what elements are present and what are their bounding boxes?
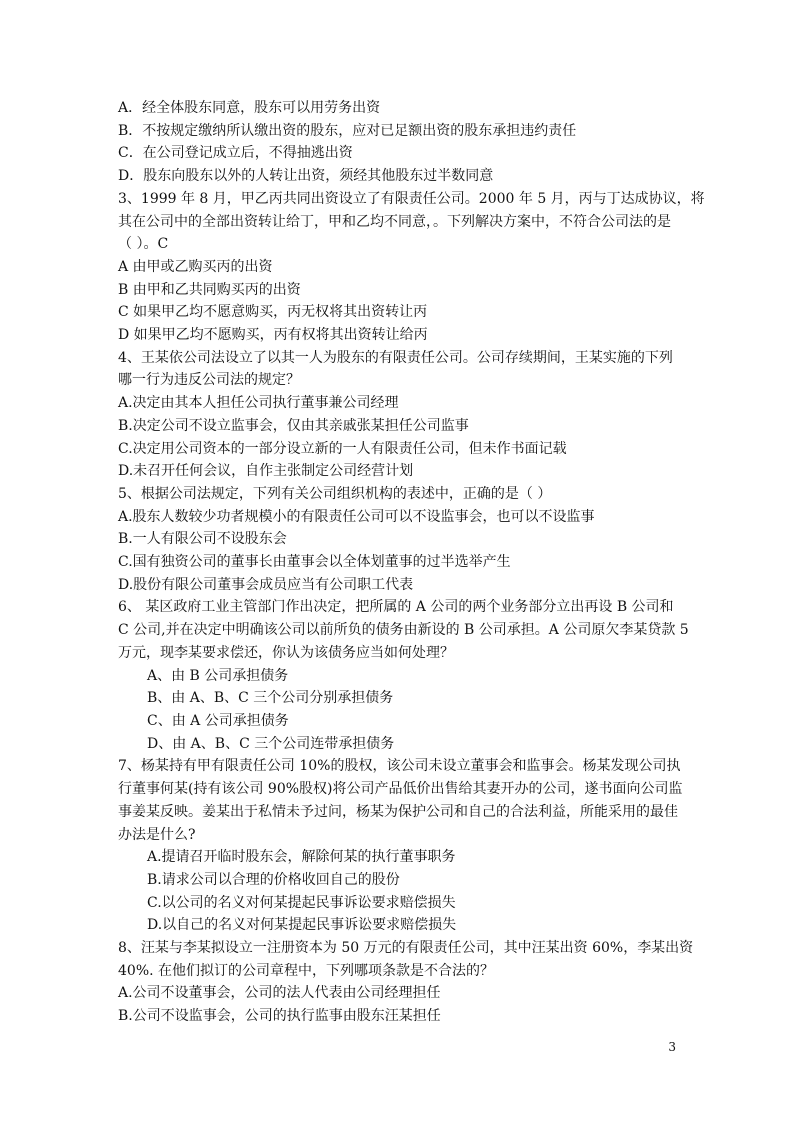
option-line: A.股东人数较少功者规模小的有限责任公司可以不设监事会，也可以不设监事	[118, 508, 595, 525]
question-4: 4、王某依公司法设立了以其一人为股东的有限责任公司。公司存续期间，王某实施的下列	[118, 349, 673, 366]
option-line: B．不按规定缴纳所认缴出资的股东，应对已足额出资的股东承担违约责任	[118, 122, 577, 139]
question-line: 事姜某反映。姜某出于私情未予过问，杨某为保护公司和自己的合法利益，所能采用的最佳	[118, 803, 678, 820]
question-line: 万元，现李某要求偿还，你认为该债务应当如何处理？	[118, 644, 454, 661]
option-line: C.国有独资公司的董事长由董事会以全体划董事的过半选举产生	[118, 554, 511, 571]
option-line: A．经全体股东同意，股东可以用劳务出资	[118, 100, 381, 116]
question-line: 其在公司中的全部出资转让给丁，甲和乙均不同意，。下列解决方案中，不符合公司法的是	[118, 213, 671, 230]
question-line: （ ）。C	[118, 236, 169, 253]
option-line: C 如果甲乙均不愿意购买，丙无权将其出资转让丙	[118, 304, 428, 321]
question-7: 7、杨某持有甲有限责任公司 10%的股权，该公司未设立董事会和监事会。杨某发现公司执	[118, 758, 681, 775]
option-line: D.股份有限公司董事会成员应当有公司职工代表	[118, 576, 414, 593]
option-line: B.公司不设监事会，公司的执行监事由股东汪某担任	[118, 1008, 441, 1025]
option-line: A、由 B 公司承担债务	[147, 667, 289, 684]
question-3: 3、1999 年 8 月，甲乙丙共同出资设立了有限责任公司。2000 年 5 月，丙与丁达成协议，将	[118, 190, 705, 207]
option-line: C．在公司登记成立后，不得抽逃出资	[118, 145, 353, 162]
option-line: D、由 A、B、C 三个公司连带承担债务	[147, 735, 395, 752]
page-number: 3	[668, 1040, 676, 1054]
option-line: C.决定用公司资本的一部分设立新的一人有限责任公司，但未作书面记载	[118, 440, 567, 457]
option-line: A.提请召开临时股东会，解除何某的执行董事职务	[147, 849, 456, 866]
question-line: C 公司,并在决定中明确该公司以前所负的债务由新设的 B 公司承担。A 公司原欠李某贷款 5	[118, 622, 689, 639]
option-line: B.决定公司不设立监事会，仅由其亲戚张某担任公司监事	[118, 417, 469, 434]
question-6: 6、 某区政府工业主管部门作出决定，把所属的 A 公司的两个业务部分立出再设 B 公司和	[118, 599, 674, 616]
option-line: B、由 A、B、C 三个公司分别承担债务	[147, 690, 394, 707]
question-line: 哪一行为违反公司法的规定？	[118, 372, 300, 389]
option-line: B 由甲和乙共同购买丙的出资	[118, 281, 301, 298]
option-line: B.请求公司以合理的价格收回自己的股份	[147, 871, 400, 888]
option-line: B.一人有限公司不设股东会	[118, 531, 287, 548]
question-line: 40%. 在他们拟订的公司章程中，下列哪项条款是不合法的？	[118, 962, 495, 979]
document-body	[118, 97, 705, 1028]
question-8: 8、汪某与李某拟设立一注册资本为 50 万元的有限责任公司，其中汪某出资 60%，李某出资	[118, 940, 694, 957]
option-line: D.未召开任何会议，自作主张制定公司经营计划	[118, 463, 414, 480]
question-line: 办法是什么?	[118, 826, 196, 843]
option-line: A 由甲或乙购买丙的出资	[118, 258, 273, 275]
question-line: 行董事何某(持有该公司 90%股权)将公司产品低价出售给其妻开办的公司，遂书面向公司监	[118, 781, 683, 798]
option-line: A.决定由其本人担任公司执行董事兼公司经理	[118, 395, 399, 412]
question-5: 5、根据公司法规定，下列有关公司组织机构的表述中，正确的是（ ）	[118, 485, 552, 502]
option-line: D．股东向股东以外的人转让出资，须经其他股东过半数同意	[118, 168, 494, 185]
option-line: D 如果甲乙均不愿购买，丙有权将其出资转让给丙	[118, 327, 428, 344]
option-line: D.以自己的名义对何某提起民事诉讼要求赔偿损失	[147, 917, 457, 934]
option-line: C.以公司的名义对何某提起民事诉讼要求赔偿损失	[147, 894, 456, 911]
option-line: C、由 A 公司承担债务	[147, 712, 289, 729]
option-line: A.公司不设董事会，公司的法人代表由公司经理担任	[118, 985, 441, 1002]
